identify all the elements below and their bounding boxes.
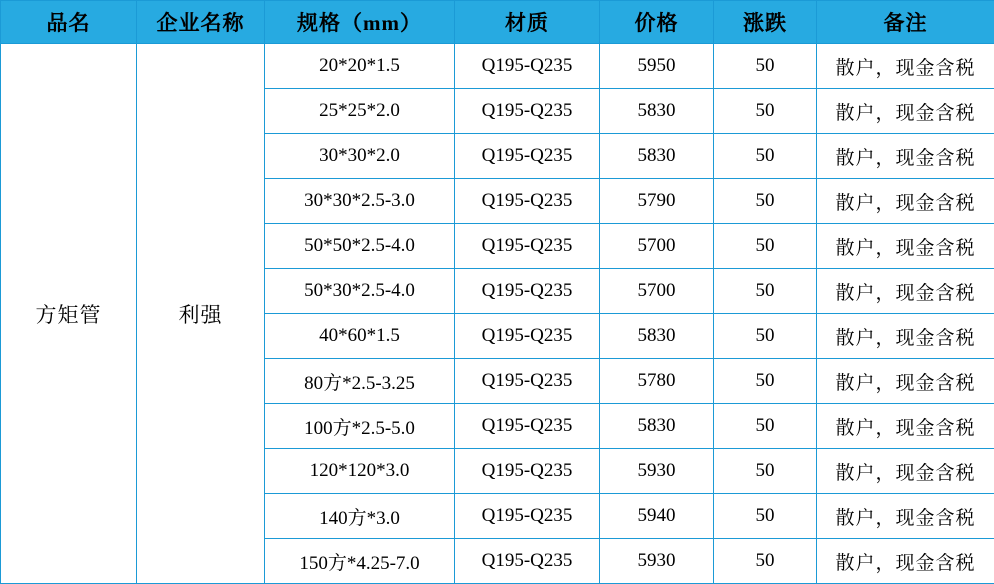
cell-remark: 散户，现金含税 [817, 89, 994, 134]
cell-specification: 50*50*2.5-4.0 [265, 224, 455, 269]
cell-price: 5700 [600, 224, 714, 269]
cell-specification: 30*30*2.0 [265, 134, 455, 179]
cell-change: 50 [714, 44, 817, 89]
cell-remark: 散户，现金含税 [817, 449, 994, 494]
cell-price: 5950 [600, 44, 714, 89]
cell-change: 50 [714, 539, 817, 584]
cell-change: 50 [714, 494, 817, 539]
cell-remark: 散户，现金含税 [817, 44, 994, 89]
cell-change: 50 [714, 179, 817, 224]
cell-price: 5790 [600, 179, 714, 224]
cell-price: 5930 [600, 449, 714, 494]
table-body [1, 44, 994, 584]
cell-material: Q195-Q235 [455, 89, 600, 134]
column-header-specification: 规格（mm） [265, 1, 455, 44]
cell-company-name: 利强 [137, 44, 265, 584]
cell-price: 5830 [600, 404, 714, 449]
cell-material: Q195-Q235 [455, 269, 600, 314]
cell-material: Q195-Q235 [455, 539, 600, 584]
cell-specification: 40*60*1.5 [265, 314, 455, 359]
column-header-change: 涨跌 [714, 1, 817, 44]
cell-specification: 50*30*2.5-4.0 [265, 269, 455, 314]
column-header-remark: 备注 [817, 1, 994, 44]
cell-remark: 散户，现金含税 [817, 359, 994, 404]
cell-specification: 120*120*3.0 [265, 449, 455, 494]
cell-remark: 散户，现金含税 [817, 314, 994, 359]
cell-specification: 80方*2.5-3.25 [265, 359, 455, 404]
cell-specification: 150方*4.25-7.0 [265, 539, 455, 584]
cell-specification: 20*20*1.5 [265, 44, 455, 89]
cell-material: Q195-Q235 [455, 359, 600, 404]
cell-material: Q195-Q235 [455, 134, 600, 179]
cell-remark: 散户，现金含税 [817, 179, 994, 224]
cell-change: 50 [714, 224, 817, 269]
cell-remark: 散户，现金含税 [817, 494, 994, 539]
cell-price: 5930 [600, 539, 714, 584]
cell-material: Q195-Q235 [455, 449, 600, 494]
cell-price: 5830 [600, 89, 714, 134]
cell-product-name: 方矩管 [1, 44, 137, 584]
cell-specification: 140方*3.0 [265, 494, 455, 539]
cell-price: 5830 [600, 314, 714, 359]
cell-material: Q195-Q235 [455, 179, 600, 224]
cell-material: Q195-Q235 [455, 404, 600, 449]
cell-price: 5700 [600, 269, 714, 314]
cell-remark: 散户，现金含税 [817, 224, 994, 269]
cell-material: Q195-Q235 [455, 314, 600, 359]
cell-change: 50 [714, 404, 817, 449]
cell-specification: 30*30*2.5-3.0 [265, 179, 455, 224]
cell-specification: 25*25*2.0 [265, 89, 455, 134]
cell-change: 50 [714, 359, 817, 404]
cell-price: 5830 [600, 134, 714, 179]
table-row [1, 44, 994, 89]
cell-change: 50 [714, 449, 817, 494]
table-header [1, 1, 994, 44]
cell-change: 50 [714, 314, 817, 359]
header-row [1, 1, 994, 44]
cell-material: Q195-Q235 [455, 224, 600, 269]
cell-remark: 散户，现金含税 [817, 269, 994, 314]
cell-material: Q195-Q235 [455, 44, 600, 89]
column-header-product-name: 品名 [1, 1, 137, 44]
cell-specification: 100方*2.5-5.0 [265, 404, 455, 449]
cell-material: Q195-Q235 [455, 494, 600, 539]
column-header-company-name: 企业名称 [137, 1, 265, 44]
cell-change: 50 [714, 134, 817, 179]
cell-remark: 散户，现金含税 [817, 134, 994, 179]
cell-price: 5940 [600, 494, 714, 539]
cell-remark: 散户，现金含税 [817, 539, 994, 584]
cell-change: 50 [714, 269, 817, 314]
cell-remark: 散户，现金含税 [817, 404, 994, 449]
cell-change: 50 [714, 89, 817, 134]
column-header-material: 材质 [455, 1, 600, 44]
cell-price: 5780 [600, 359, 714, 404]
column-header-price: 价格 [600, 1, 714, 44]
